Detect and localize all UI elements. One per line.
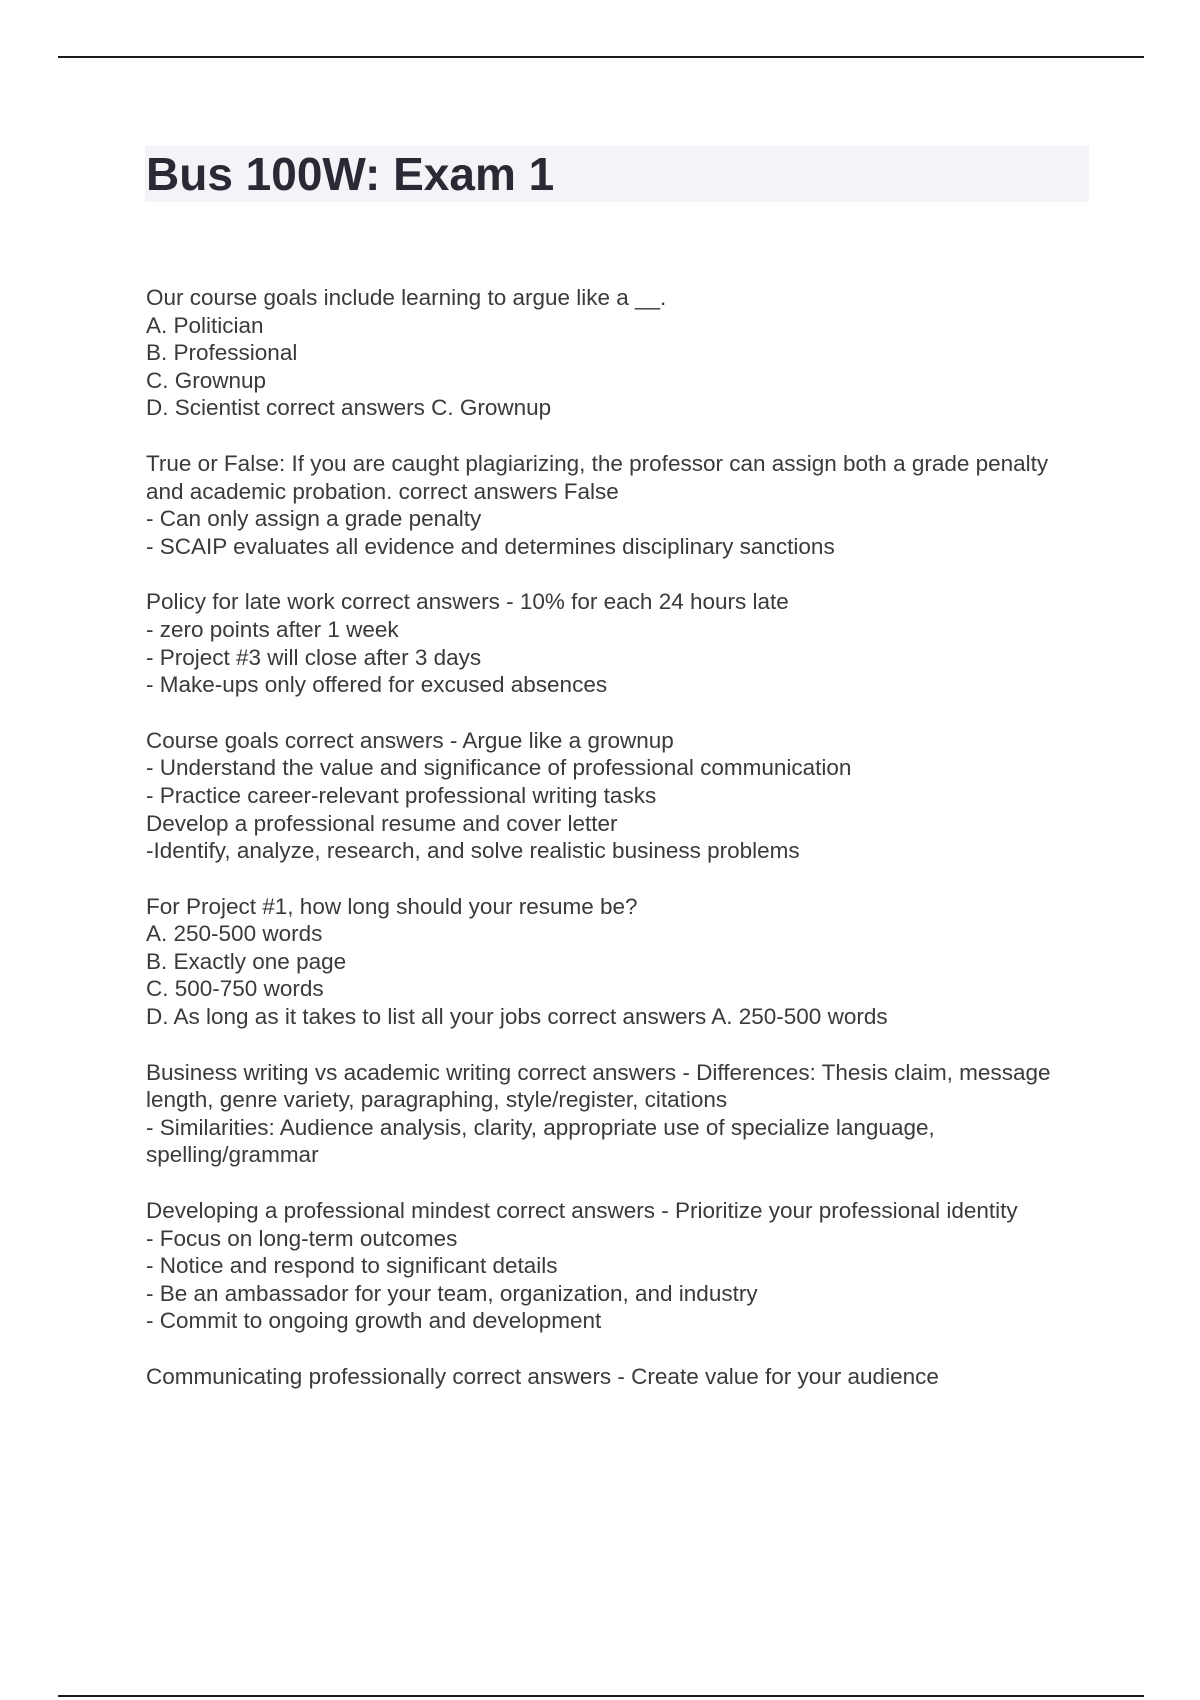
entry-line: - SCAIP evaluates all evidence and determines disciplinary sanctions [146, 533, 835, 559]
entry-line: D. Scientist correct answers C. Grownup [146, 395, 552, 421]
entry-line: - Focus on long-term outcomes [146, 1225, 458, 1251]
entry-line: True or False: If you are caught plagiarizing, the professor can assign both a grade penalty and academic probation. correct answers False [146, 450, 1049, 504]
entry-line: C. 500-750 words [146, 976, 324, 1002]
entry-line: - Notice and respond to significant details [146, 1253, 558, 1279]
top-rule [58, 56, 1144, 58]
entry-line: - Similarities: Audience analysis, clarity, appropriate use of specialize language, spelling/grammar [146, 1114, 935, 1168]
entry-line: For Project #1, how long should your resume be? [146, 893, 638, 919]
qa-entry-8 [146, 1363, 1090, 1391]
entry-line: A. Politician [146, 312, 264, 338]
entry-line: A. 250-500 words [146, 921, 323, 947]
qa-entry-6 [146, 1059, 1090, 1169]
entry-line: Develop a professional resume and cover letter [146, 810, 618, 836]
qa-entry-4 [146, 727, 1090, 865]
entry-line: B. Professional [146, 340, 298, 366]
entry-line: Business writing vs academic writing correct answers - Differences: Thesis claim, message length, genre variety, paragraphing, style/register, citations [146, 1059, 1051, 1113]
entry-line: C. Grownup [146, 367, 267, 393]
entry-line: Developing a professional mindest correct answers - Prioritize your professional identity [146, 1198, 1018, 1224]
entry-line: - Project #3 will close after 3 days [146, 644, 482, 670]
bottom-rule [58, 1695, 1144, 1697]
qa-entry-2 [146, 450, 1090, 560]
qa-entry-5 [146, 893, 1090, 1031]
entry-line: D. As long as it takes to list all your jobs correct answers A. 250-500 words [146, 1004, 888, 1030]
entry-line: B. Exactly one page [146, 948, 347, 974]
entry-line: Course goals correct answers - Argue like a grownup [146, 727, 674, 753]
qa-entry-3 [146, 588, 1090, 698]
entry-line: - Make-ups only offered for excused absences [146, 672, 608, 698]
entry-line: Communicating professionally correct answers - Create value for your audience [146, 1364, 939, 1389]
qa-entry-7 [146, 1197, 1090, 1335]
entry-line: - Be an ambassador for your team, organization, and industry [146, 1280, 758, 1306]
entry-line: Our course goals include learning to argue like a __. [146, 285, 667, 310]
entry-line: - Understand the value and significance of professional communication [146, 755, 852, 781]
entry-line: Policy for late work correct answers - 10% for each 24 hours late [146, 589, 789, 615]
document-title: Bus 100W: Exam 1 [146, 148, 555, 200]
entry-line: - Commit to ongoing growth and development [146, 1308, 602, 1334]
document-body [146, 284, 1090, 1419]
entry-line: - Can only assign a grade penalty [146, 506, 482, 532]
entry-line: - zero points after 1 week [146, 616, 399, 642]
qa-entry-1 [146, 284, 1090, 422]
entry-line: - Practice career-relevant professional writing tasks [146, 782, 657, 808]
entry-line: -Identify, analyze, research, and solve realistic business problems [146, 838, 800, 864]
